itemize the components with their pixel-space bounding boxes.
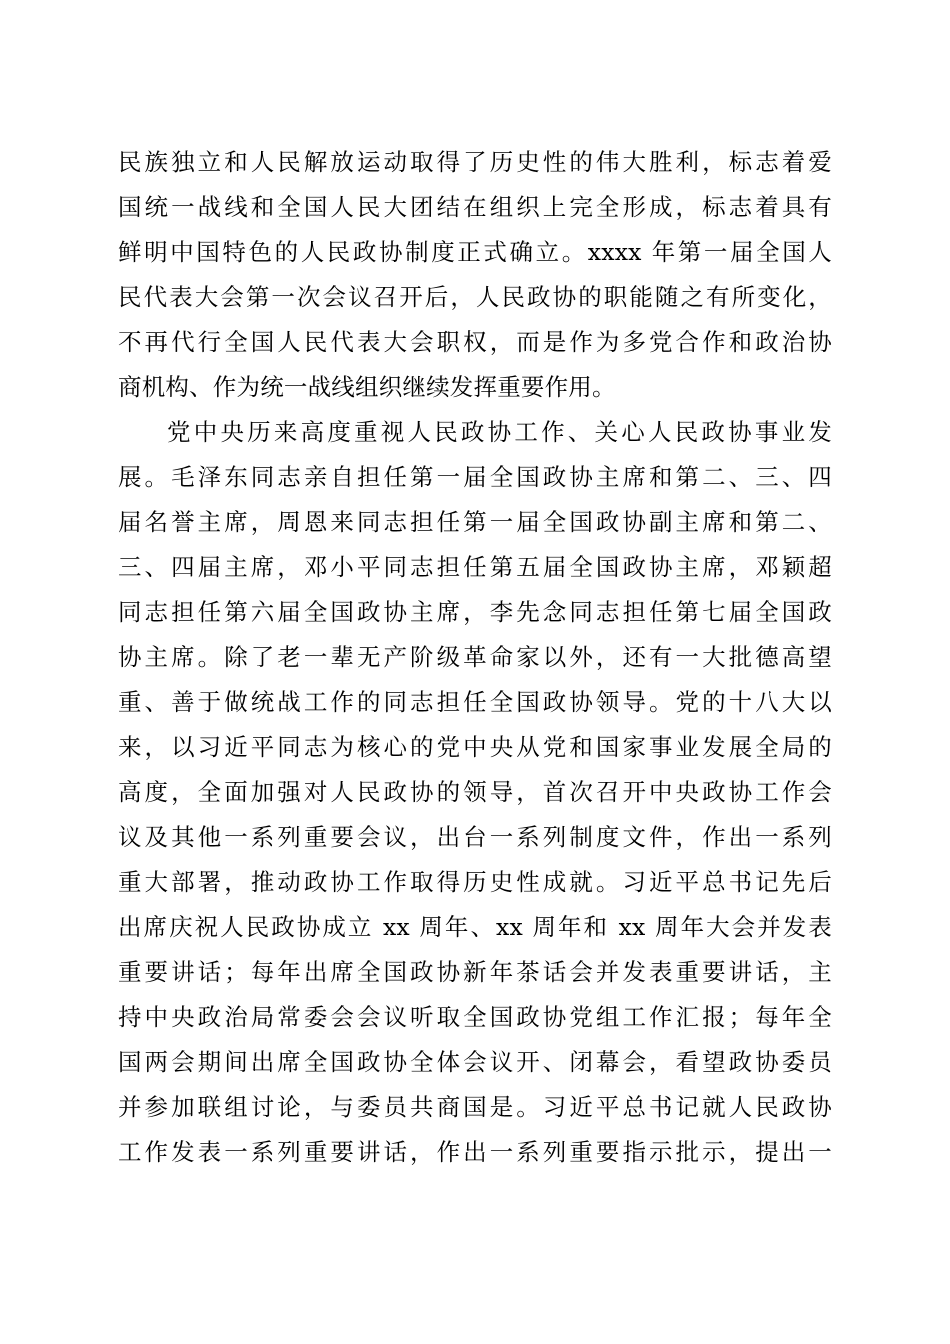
paragraph-2 xyxy=(118,410,832,1175)
paragraph-line: 持中央政治局常委会会议听取全国政协党组工作汇报；每年全 xyxy=(118,1003,832,1031)
paragraph-line: 商机构、作为统一战线组织继续发挥重要作用。 xyxy=(118,373,616,401)
paragraph-line: 同志担任第六届全国政协主席，李先念同志担任第七届全国政 xyxy=(118,598,832,626)
paragraph-line: 三、四届主席，邓小平同志担任第五届全国政协主席，邓颖超 xyxy=(118,553,832,581)
paragraph-line: 高度，全面加强对人民政协的领导，首次召开中央政协工作会 xyxy=(118,778,832,806)
paragraph-line: 党中央历来高度重视人民政协工作、关心人民政协事业发 xyxy=(167,418,832,446)
paragraph-line: 议及其他一系列重要会议，出台一系列制度文件，作出一系列 xyxy=(118,823,832,851)
paragraph-line: 重要讲话；每年出席全国政协新年茶话会并发表重要讲话，主 xyxy=(118,958,832,986)
paragraph-line: 鲜明中国特色的人民政协制度正式确立。xxxx 年第一届全国人 xyxy=(118,238,832,266)
paragraph-line: 工作发表一系列重要讲话，作出一系列重要指示批示，提出一 xyxy=(118,1138,832,1166)
paragraph-line: 出席庆祝人民政协成立 xx 周年、xx 周年和 xx 周年大会并发表 xyxy=(118,913,832,941)
paragraph-line: 民族独立和人民解放运动取得了历史性的伟大胜利，标志着爱 xyxy=(118,148,832,176)
paragraph-line: 国两会期间出席全国政协全体会议开、闭幕会，看望政协委员 xyxy=(118,1048,832,1076)
paragraph-line: 不再代行全国人民代表大会职权，而是作为多党合作和政治协 xyxy=(118,328,832,356)
paragraph-line: 民代表大会第一次会议召开后，人民政协的职能随之有所变化， xyxy=(118,283,832,311)
document-body xyxy=(118,140,832,1175)
paragraph-line: 协主席。除了老一辈无产阶级革命家以外，还有一大批德高望 xyxy=(118,643,832,671)
paragraph-1 xyxy=(118,140,832,410)
paragraph-line: 重、善于做统战工作的同志担任全国政协领导。党的十八大以 xyxy=(118,688,832,716)
paragraph-line: 并参加联组讨论，与委员共商国是。习近平总书记就人民政协 xyxy=(118,1093,832,1121)
paragraph-line: 国统一战线和全国人民大团结在组织上完全形成，标志着具有 xyxy=(118,193,832,221)
paragraph-line: 重大部署，推动政协工作取得历史性成就。习近平总书记先后 xyxy=(118,868,832,896)
paragraph-line: 来，以习近平同志为核心的党中央从党和国家事业发展全局的 xyxy=(118,733,832,761)
paragraph-line: 展。毛泽东同志亲自担任第一届全国政协主席和第二、三、四 xyxy=(118,463,832,491)
paragraph-line: 届名誉主席，周恩来同志担任第一届全国政协副主席和第二、 xyxy=(118,508,832,536)
